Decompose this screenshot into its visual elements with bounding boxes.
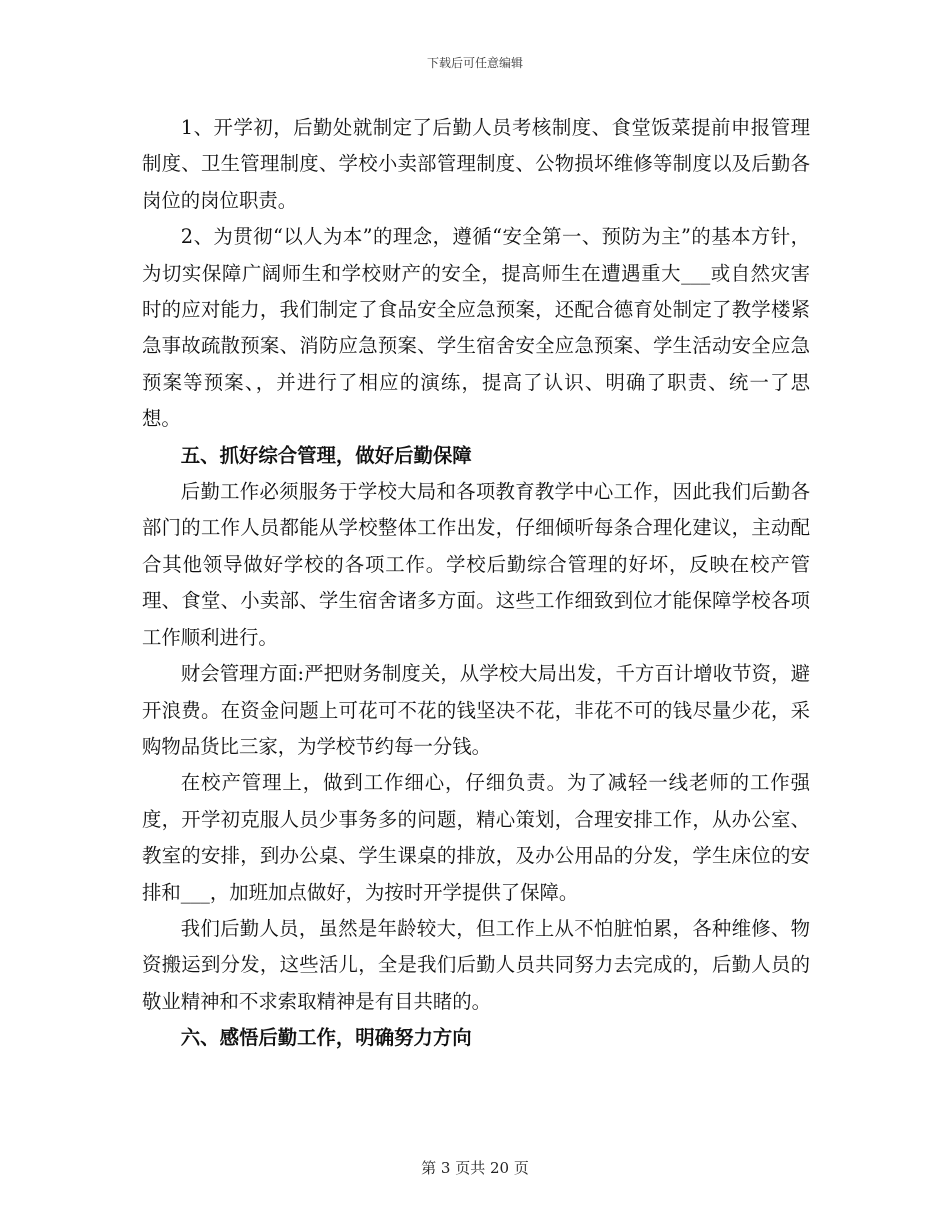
paragraph-3: 后勤工作必须服务于学校大局和各项教育教学中心工作，因此我们后勤各部门的工作人员都能从学校整体工作出发，仔细倾听每条合理化建议，主动配合其他领导做好学校的各项工作。学校后勤综合管理的好坏，反映在校产管理、食堂、小卖部、学生宿舍诸多方面。这些工作细致到位才能保障学校各项工作顺利进行。 [142,480,810,649]
page-header-note: 下载后可任意编辑 [426,56,523,70]
paragraph-5: 在校产管理上，做到工作细心，仔细负责。为了减轻一线老师的工作强度，开学初克服人员少事务多的问题，精心策划，合理安排工作，从办公室、教室的安排，到办公桌、学生课桌的排放，及办公用品的分发，学生床位的安排和___，加班加点做好，为按时开学提供了保障。 [142,771,810,904]
paragraph-6: 我们后勤人员，虽然是年龄较大，但工作上从不怕脏怕累，各种维修、物资搬运到分发，这些活儿，全是我们后勤人员共同努力去完成的，后勤人员的敬业精神和不求索取精神是有目共睹的。 [142,916,810,1013]
section-heading-5: 五、抓好综合管理，做好后勤保障 [180,443,472,467]
paragraph-1: 1、开学初，后勤处就制定了后勤人员考核制度、食堂饭菜提前申报管理制度、卫生管理制度、学校小卖部管理制度、公物损坏维修等制度以及后勤各岗位的岗位职责。 [142,116,810,212]
page-number: 第 3 页共 20 页 [421,1159,529,1177]
section-heading-6: 六、感悟后勤工作，明确努力方向 [180,1026,472,1050]
paragraph-2: 2、为贯彻“以人为本”的理念，遵循“安全第一、预防为主”的基本方针，为切实保障广阔师生和学校财产的安全，提高师生在遭遇重大___或自然灾害时的应对能力，我们制定了食品安全应急预案，还配合德育处制定了教学楼紧急事故疏散预案、消防应急预案、学生宿舍安全应急预案、学生活动安全应急预案等预案、，并进行了相应的演练，提高了认识、明确了职责、统一了思想。 [142,225,810,431]
paragraph-4: 财会管理方面:严把财务制度关，从学校大局出发，千方百计增收节资，避开浪费。在资金问题上可花可不花的钱坚决不花，非花不可的钱尽量少花，采购物品货比三家，为学校节约每一分钱。 [142,662,810,758]
document-body [142,110,810,1057]
